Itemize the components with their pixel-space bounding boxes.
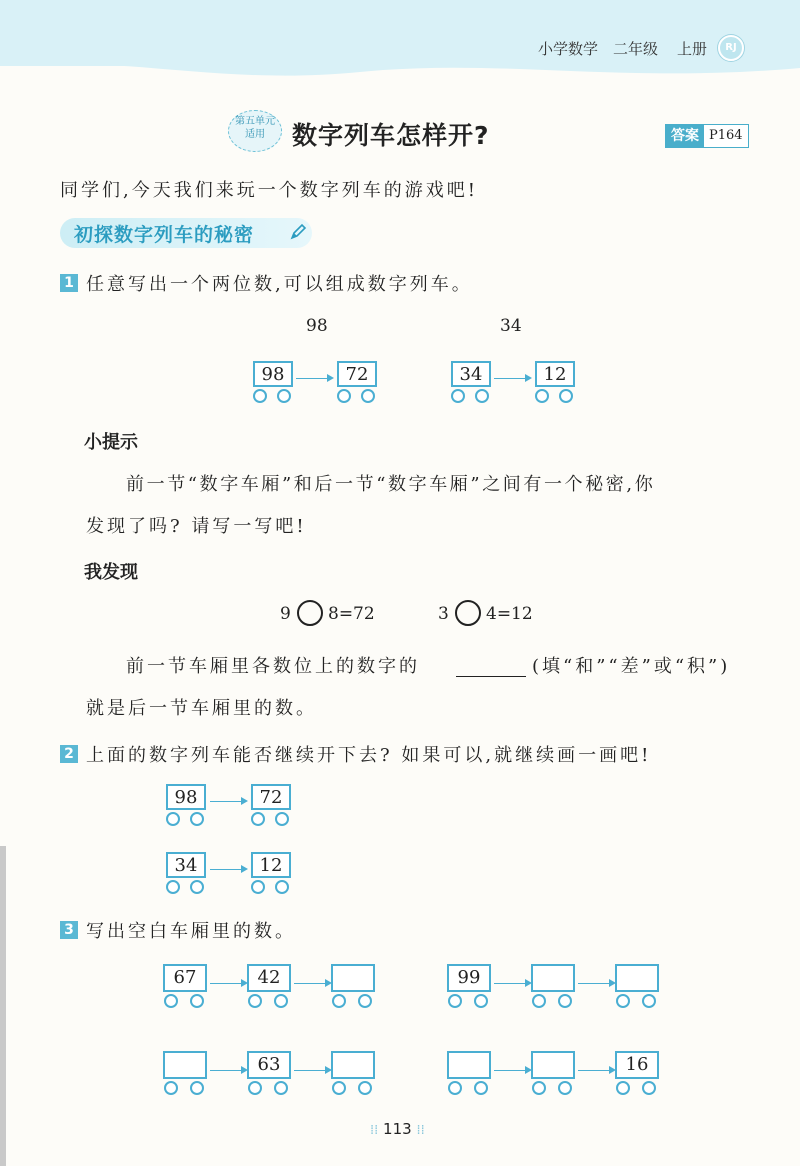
page-title: 数字列车怎样开?: [292, 121, 490, 150]
q3-train-b-car-3-blank[interactable]: [615, 964, 659, 992]
wheel: [448, 994, 462, 1008]
arrow-icon: [296, 378, 332, 379]
answer-badge: [665, 124, 749, 148]
wheel: [277, 389, 291, 403]
arrow-icon: [294, 983, 330, 984]
operator-blank-circle[interactable]: [455, 600, 481, 626]
header-subject: 小学数学: [538, 40, 599, 58]
wheel: [275, 880, 289, 894]
wheel: [332, 1081, 346, 1095]
wheel: [616, 1081, 630, 1095]
wheel: [274, 994, 288, 1008]
wheel: [248, 994, 262, 1008]
arrow-icon: [294, 1070, 330, 1071]
eq2-left: 3: [438, 604, 449, 624]
arrow-icon: [210, 1070, 246, 1071]
discover-sentence-a: 前一节车厢里各数位上的数字的: [126, 656, 420, 677]
q3-train-b-car-2-blank[interactable]: [531, 964, 575, 992]
q1-train-b-car-2: 12: [535, 361, 575, 387]
wheel: [253, 389, 267, 403]
arrow-icon: [494, 1070, 530, 1071]
arrow-icon: [210, 801, 246, 802]
question-2-number: 2: [60, 745, 78, 763]
unit-seal-line1: 第五单元: [235, 116, 275, 127]
q3-train-c-car-1-blank[interactable]: [163, 1051, 207, 1079]
edition-badge: RJ: [718, 35, 744, 61]
q3-train-d-car-2-blank[interactable]: [531, 1051, 575, 1079]
wheel: [190, 880, 204, 894]
wheel: [558, 994, 572, 1008]
wheel: [474, 1081, 488, 1095]
question-1-number: 1: [60, 274, 78, 292]
wheel: [532, 994, 546, 1008]
tip-line-1: 前一节“数字车厢”和后一节“数字车厢”之间有一个秘密,你: [126, 474, 656, 495]
wheel: [451, 389, 465, 403]
q3-train-c-car-2: 63: [247, 1051, 291, 1079]
q2-train-b-car-2: 12: [251, 852, 291, 878]
q1-train-a-car-1: 98: [253, 361, 293, 387]
tip-line-2: 发现了吗? 请写一写吧!: [86, 516, 307, 537]
wheel: [190, 994, 204, 1008]
wheel: [248, 1081, 262, 1095]
arrow-icon: [494, 378, 530, 379]
wheel: [251, 880, 265, 894]
page-number-value: 113: [383, 1120, 412, 1138]
q1-train-a-car-2: 72: [337, 361, 377, 387]
eq1-left: 9: [280, 604, 291, 624]
q3-train-d-car-1-blank[interactable]: [447, 1051, 491, 1079]
q3-train-a-car-3-blank[interactable]: [331, 964, 375, 992]
unit-seal-line2: 适用: [245, 129, 265, 140]
q3-train-d-car-3: 16: [615, 1051, 659, 1079]
wheel: [448, 1081, 462, 1095]
wheel: [358, 1081, 372, 1095]
header-grade: 二年级: [613, 40, 659, 58]
question-3-text: 写出空白车厢里的数。: [86, 921, 296, 942]
wheel: [358, 994, 372, 1008]
wheel: [251, 812, 265, 826]
arrow-icon: [578, 1070, 614, 1071]
q3-train-a-car-1: 67: [163, 964, 207, 992]
discover-sentence-c: 就是后一节车厢里的数。: [86, 698, 317, 719]
page-edge-shadow: [0, 846, 6, 1166]
q1-seed-b: 34: [500, 316, 522, 336]
wheel: [475, 389, 489, 403]
q2-train-a-car-2: 72: [251, 784, 291, 810]
page-number-deco-left: ⁞⁞: [370, 1123, 379, 1138]
arrow-icon: [494, 983, 530, 984]
discover-heading: 我发现: [84, 562, 138, 583]
eq2-right: 4=12: [486, 604, 533, 624]
section-label: 初探数字列车的秘密: [74, 224, 255, 246]
eq1-right: 8=72: [328, 604, 375, 624]
wheel: [361, 389, 375, 403]
answer-page: P164: [709, 128, 743, 143]
q3-train-c-car-3-blank[interactable]: [331, 1051, 375, 1079]
wheel: [164, 994, 178, 1008]
arrow-icon: [210, 869, 246, 870]
wheel: [558, 1081, 572, 1095]
q2-train-b-car-1: 34: [166, 852, 206, 878]
arrow-icon: [210, 983, 246, 984]
wheel: [166, 880, 180, 894]
question-1-text: 任意写出一个两位数,可以组成数字列车。: [86, 274, 473, 295]
wheel: [616, 994, 630, 1008]
wheel: [166, 812, 180, 826]
page-number: [370, 1120, 425, 1138]
question-2-text: 上面的数字列车能否继续开下去? 如果可以,就继续画一画吧!: [86, 745, 652, 766]
question-3-number: 3: [60, 921, 78, 939]
tip-heading: 小提示: [84, 432, 138, 453]
q3-train-a-car-2: 42: [247, 964, 291, 992]
wheel: [337, 389, 351, 403]
wheel: [535, 389, 549, 403]
unit-seal: [228, 110, 282, 152]
arrow-icon: [578, 983, 614, 984]
operator-blank-circle[interactable]: [297, 600, 323, 626]
wheel: [559, 389, 573, 403]
wheel: [190, 1081, 204, 1095]
wheel: [642, 994, 656, 1008]
wheel: [532, 1081, 546, 1095]
wheel: [274, 1081, 288, 1095]
header-volume: 上册: [677, 40, 708, 58]
q1-train-b-car-1: 34: [451, 361, 491, 387]
wheel: [190, 812, 204, 826]
pencil-icon: [288, 222, 308, 242]
wheel: [275, 812, 289, 826]
answer-label: 答案: [666, 125, 704, 147]
answer-blank[interactable]: [456, 676, 526, 677]
q1-seed-a: 98: [306, 316, 328, 336]
wheel: [332, 994, 346, 1008]
intro-text: 同学们,今天我们来玩一个数字列车的游戏吧!: [60, 180, 478, 201]
wheel: [474, 994, 488, 1008]
wheel: [164, 1081, 178, 1095]
q2-train-a-car-1: 98: [166, 784, 206, 810]
wheel: [642, 1081, 656, 1095]
q3-train-b-car-1: 99: [447, 964, 491, 992]
page-number-deco-right: ⁞⁞: [416, 1123, 425, 1138]
discover-sentence-b: (填“和”“差”或“积”): [532, 656, 731, 677]
